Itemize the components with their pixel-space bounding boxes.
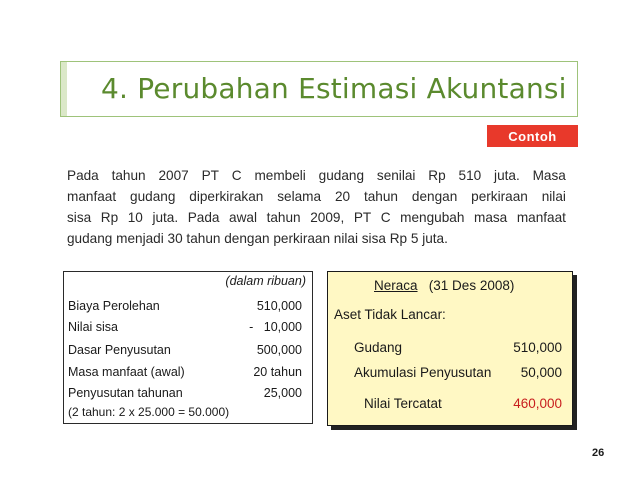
balance-header xyxy=(374,278,514,293)
calculation-box xyxy=(63,271,313,424)
paragraph-word: awal xyxy=(229,210,258,225)
paragraph-word: C xyxy=(380,210,391,225)
balance-label: Gudang xyxy=(354,340,403,355)
balance-value: 50,000 xyxy=(520,365,562,380)
balance-section: Aset Tidak Lancar: xyxy=(334,307,446,322)
paragraph-word: senilai xyxy=(376,168,416,183)
paragraph-word: juta. xyxy=(152,210,179,225)
calc-footnote: (2 tahun: 2 x 25.000 = 50.000) xyxy=(68,405,230,419)
paragraph-word: perkiraan xyxy=(471,189,528,204)
balance-row xyxy=(354,340,562,355)
balance-title: Neraca xyxy=(374,278,418,293)
paragraph-word: tahun xyxy=(363,189,398,204)
paragraph-line-1 xyxy=(67,165,566,186)
paragraph-word: 2007 xyxy=(158,168,189,183)
calc-row xyxy=(68,343,302,357)
paragraph-word: Masa xyxy=(532,168,566,183)
paragraph-word: C xyxy=(231,168,242,183)
balance-date: (31 Des 2008) xyxy=(428,278,515,293)
balance-sheet-box xyxy=(327,271,573,426)
calc-label: Dasar Penyusutan xyxy=(68,343,171,357)
calc-value: 25,000 xyxy=(263,386,302,400)
page-number: 26 xyxy=(592,447,605,459)
paragraph-word: 20 xyxy=(334,189,351,204)
paragraph-word: nilai xyxy=(541,189,566,204)
calc-label: Nilai sisa xyxy=(68,320,119,334)
calc-row xyxy=(68,320,302,334)
unit-note: (dalam ribuan) xyxy=(225,274,306,288)
paragraph-word: tahun xyxy=(111,168,146,183)
calc-value: 20 tahun xyxy=(253,365,302,379)
paragraph-word: manfaat xyxy=(67,189,117,204)
title-accent-bar xyxy=(61,62,67,116)
slide-title: 4. Perubahan Estimasi Akuntansi xyxy=(101,72,567,105)
paragraph-word: mengubah xyxy=(400,210,465,225)
balance-label: Akumulasi Penyusutan xyxy=(354,365,492,380)
calc-value: 500,000 xyxy=(256,343,302,357)
paragraph-line-3 xyxy=(67,207,566,228)
paragraph-word: masa xyxy=(474,210,508,225)
paragraph-word: manfaat xyxy=(516,210,566,225)
calc-label: Biaya Perolehan xyxy=(68,299,160,313)
paragraph-word: Rp xyxy=(428,168,446,183)
balance-label: Nilai Tercatat xyxy=(364,396,442,411)
calc-row xyxy=(68,386,302,400)
calc-value: - 10,000 xyxy=(249,320,302,334)
paragraph-word: 2009, xyxy=(310,210,345,225)
paragraph-word: diperkirakan xyxy=(189,189,264,204)
paragraph-line-2 xyxy=(67,186,566,207)
example-tag: Contoh xyxy=(487,125,578,147)
paragraph-line-4: gudang menjadi 30 tahun dengan perkiraan nilai sisa Rp 5 juta. xyxy=(67,231,448,246)
paragraph-word: gudang xyxy=(318,168,365,183)
balance-row-total xyxy=(364,396,562,411)
paragraph-word: Pada xyxy=(67,168,99,183)
balance-value: 510,000 xyxy=(513,340,562,355)
paragraph-word: selama xyxy=(277,189,322,204)
paragraph-word: tahun xyxy=(266,210,301,225)
paragraph-word: dengan xyxy=(411,189,458,204)
paragraph-word: juta. xyxy=(494,168,520,183)
calc-row xyxy=(68,365,302,379)
paragraph-word: Rp xyxy=(100,210,119,225)
balance-row xyxy=(354,365,562,380)
calc-label: Penyusutan tahunan xyxy=(68,386,183,400)
problem-paragraph xyxy=(67,165,566,249)
paragraph-word: 510 xyxy=(458,168,482,183)
calc-row xyxy=(68,299,302,313)
title-frame xyxy=(60,61,578,117)
paragraph-word: gudang xyxy=(130,189,176,204)
paragraph-word: sisa xyxy=(67,210,92,225)
paragraph-word: PT xyxy=(353,210,372,225)
paragraph-word: 10 xyxy=(127,210,143,225)
paragraph-word: Pada xyxy=(187,210,220,225)
paragraph-word: PT xyxy=(201,168,219,183)
balance-value: 460,000 xyxy=(513,396,562,411)
paragraph-word: membeli xyxy=(254,168,306,183)
calc-value: 510,000 xyxy=(256,299,302,313)
calc-label: Masa manfaat (awal) xyxy=(68,365,185,379)
